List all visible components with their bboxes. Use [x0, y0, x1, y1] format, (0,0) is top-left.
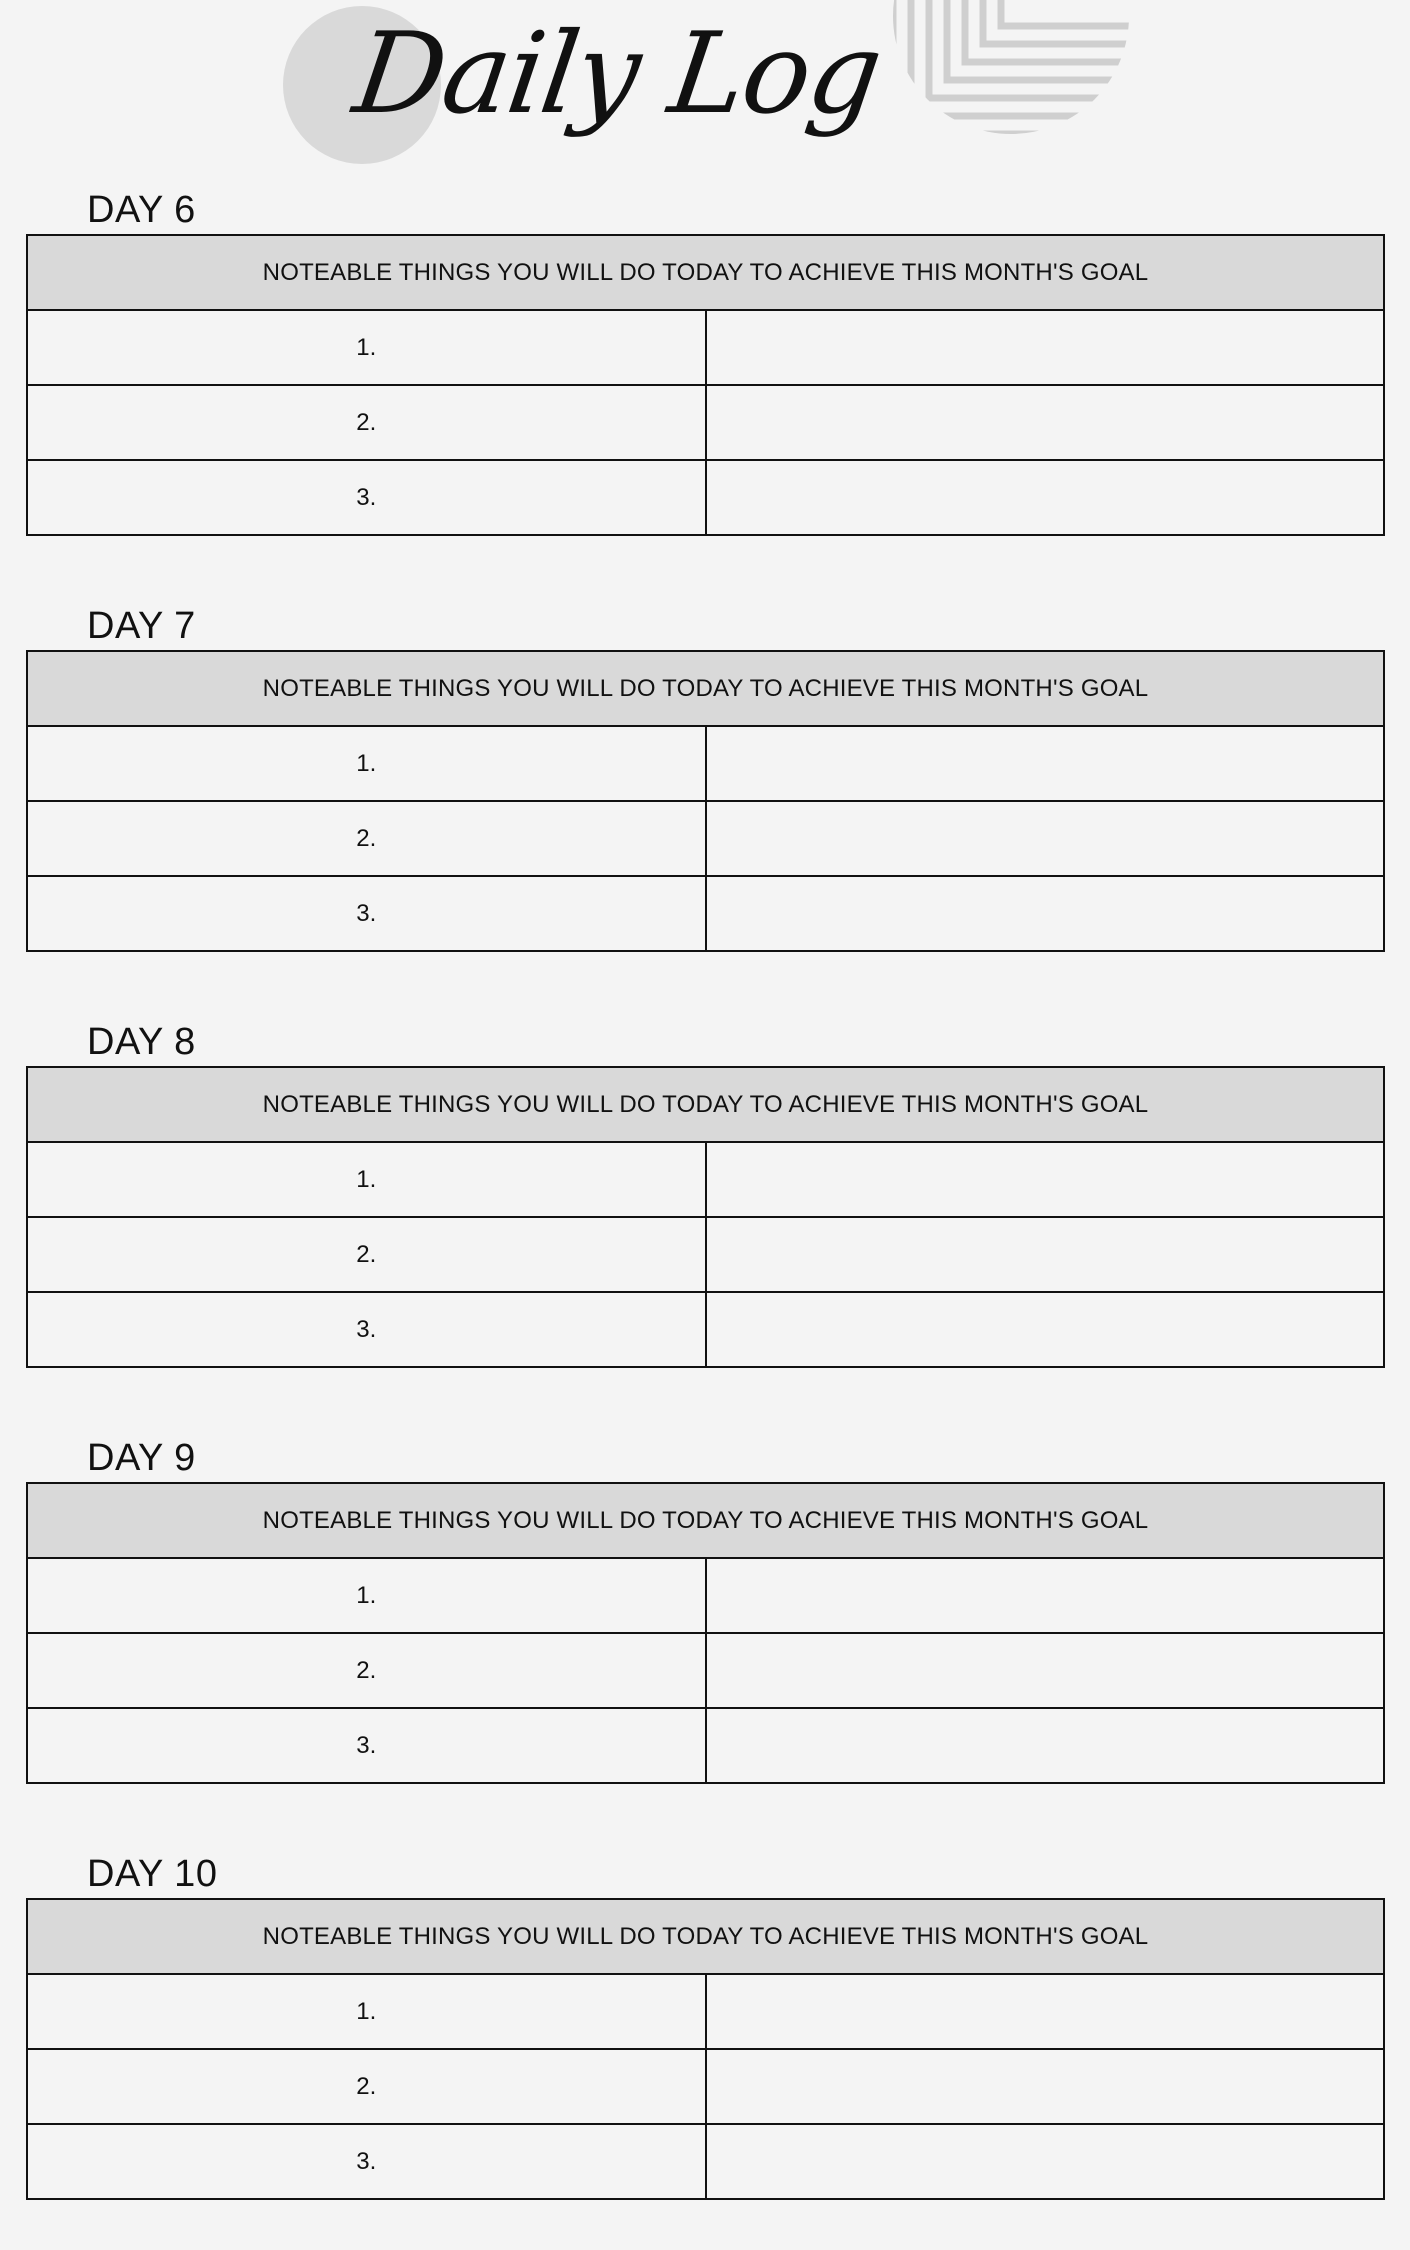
row-number: 1.	[27, 1558, 706, 1633]
table-row	[27, 2124, 1384, 2199]
day-log-table	[26, 1482, 1385, 1784]
row-number: 3.	[27, 2124, 706, 2199]
entry-cell[interactable]	[706, 460, 1385, 535]
table-header: NOTEABLE THINGS YOU WILL DO TODAY TO ACHIEVE THIS MONTH'S GOAL	[27, 1067, 1384, 1142]
row-number: 3.	[27, 460, 706, 535]
table-header: NOTEABLE THINGS YOU WILL DO TODAY TO ACHIEVE THIS MONTH'S GOAL	[27, 1483, 1384, 1558]
table-row	[27, 876, 1384, 951]
row-number: 1.	[27, 1142, 706, 1217]
row-number: 2.	[27, 385, 706, 460]
entry-cell[interactable]	[706, 310, 1385, 385]
day-heading: DAY 9	[87, 1437, 196, 1479]
table-row	[27, 1558, 1384, 1633]
table-header: NOTEABLE THINGS YOU WILL DO TODAY TO ACHIEVE THIS MONTH'S GOAL	[27, 1899, 1384, 1974]
row-number: 3.	[27, 1292, 706, 1367]
entry-cell[interactable]	[706, 1292, 1385, 1367]
day-log-table	[26, 1066, 1385, 1368]
entry-cell[interactable]	[706, 2124, 1385, 2199]
table-row	[27, 385, 1384, 460]
row-number: 2.	[27, 1633, 706, 1708]
table-row	[27, 460, 1384, 535]
day-log-table	[26, 234, 1385, 536]
row-number: 1.	[27, 310, 706, 385]
row-number: 1.	[27, 1974, 706, 2049]
decorative-striped-circle	[893, 0, 1129, 134]
entry-cell[interactable]	[706, 1633, 1385, 1708]
table-row	[27, 726, 1384, 801]
table-header: NOTEABLE THINGS YOU WILL DO TODAY TO ACHIEVE THIS MONTH'S GOAL	[27, 651, 1384, 726]
entry-cell[interactable]	[706, 1217, 1385, 1292]
entry-cell[interactable]	[706, 876, 1385, 951]
day-heading: DAY 6	[87, 189, 196, 231]
table-header: NOTEABLE THINGS YOU WILL DO TODAY TO ACHIEVE THIS MONTH'S GOAL	[27, 235, 1384, 310]
day-heading: DAY 10	[87, 1853, 218, 1895]
entry-cell[interactable]	[706, 801, 1385, 876]
day-heading: DAY 7	[87, 605, 196, 647]
row-number: 3.	[27, 1708, 706, 1783]
row-number: 1.	[27, 726, 706, 801]
table-row	[27, 801, 1384, 876]
row-number: 2.	[27, 2049, 706, 2124]
table-row	[27, 310, 1384, 385]
day-log-table	[26, 650, 1385, 952]
day-heading: DAY 8	[87, 1021, 196, 1063]
table-row	[27, 1142, 1384, 1217]
entry-cell[interactable]	[706, 1708, 1385, 1783]
table-row	[27, 1708, 1384, 1783]
entry-cell[interactable]	[706, 726, 1385, 801]
page-title: Daily Log	[346, 9, 888, 139]
row-number: 2.	[27, 801, 706, 876]
table-row	[27, 2049, 1384, 2124]
day-log-table	[26, 1898, 1385, 2200]
table-row	[27, 1974, 1384, 2049]
row-number: 3.	[27, 876, 706, 951]
entry-cell[interactable]	[706, 1142, 1385, 1217]
entry-cell[interactable]	[706, 1974, 1385, 2049]
table-row	[27, 1292, 1384, 1367]
entry-cell[interactable]	[706, 1558, 1385, 1633]
row-number: 2.	[27, 1217, 706, 1292]
table-row	[27, 1217, 1384, 1292]
entry-cell[interactable]	[706, 2049, 1385, 2124]
entry-cell[interactable]	[706, 385, 1385, 460]
table-row	[27, 1633, 1384, 1708]
